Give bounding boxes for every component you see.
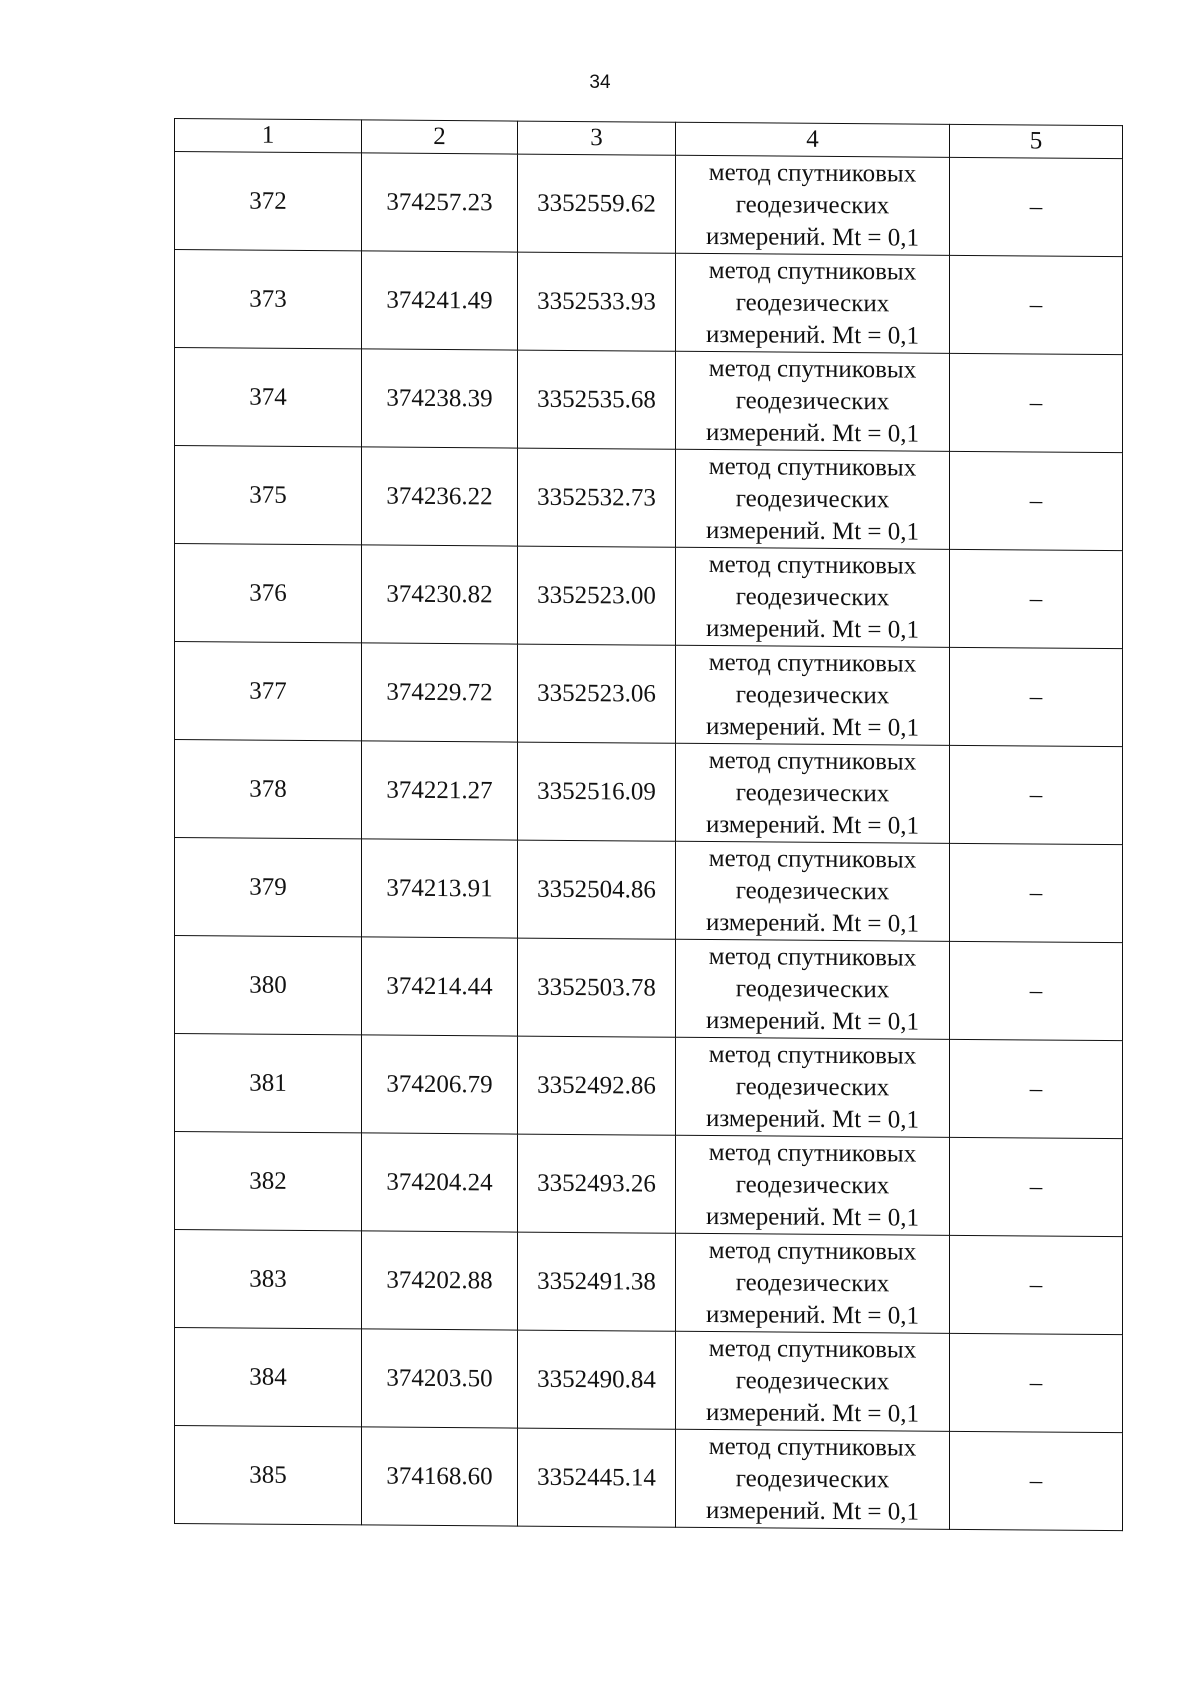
table-row — [175, 936, 1123, 1041]
table-row — [175, 250, 1123, 355]
method-line: геодезических — [735, 876, 890, 905]
method-text — [678, 1038, 947, 1136]
point-number-cell: 385 — [175, 1426, 362, 1525]
method-line: метод спутниковых — [708, 844, 917, 874]
method-line: геодезических — [735, 1170, 890, 1199]
column-header-5: 5 — [950, 124, 1123, 158]
x-coordinate-cell: 374206.79 — [362, 1035, 518, 1134]
note-cell: – — [950, 451, 1123, 550]
method-cell — [676, 841, 950, 941]
note-cell: – — [950, 549, 1123, 648]
point-number-cell: 377 — [175, 642, 362, 741]
method-line: метод спутниковых — [708, 550, 917, 580]
y-coordinate-cell: 3352523.00 — [518, 546, 676, 645]
x-coordinate-cell: 374236.22 — [362, 447, 518, 546]
method-text — [678, 940, 947, 1038]
y-coordinate-cell: 3352516.09 — [518, 742, 676, 841]
method-line: измерений. Mt = 0,1 — [705, 908, 920, 938]
coordinates-table-container — [174, 118, 1123, 1531]
table-row — [175, 1426, 1123, 1531]
method-cell — [676, 645, 950, 745]
method-text — [678, 1430, 947, 1528]
note-cell: – — [950, 1039, 1123, 1138]
method-cell — [676, 743, 950, 843]
method-line: метод спутниковых — [708, 746, 917, 776]
y-coordinate-cell: 3352493.26 — [518, 1134, 676, 1233]
method-line: измерений. Mt = 0,1 — [705, 418, 920, 448]
column-header-4: 4 — [676, 122, 950, 157]
method-line: измерений. Mt = 0,1 — [705, 614, 920, 644]
note-cell: – — [950, 745, 1123, 844]
method-line: измерений. Mt = 0,1 — [705, 1300, 920, 1330]
x-coordinate-cell: 374204.24 — [362, 1133, 518, 1232]
method-text — [678, 548, 947, 646]
method-line: метод спутниковых — [708, 354, 917, 384]
method-line: метод спутниковых — [708, 1138, 917, 1168]
method-text — [678, 450, 947, 548]
column-header-3: 3 — [518, 121, 676, 155]
method-cell — [676, 449, 950, 549]
method-line: геодезических — [735, 288, 890, 317]
x-coordinate-cell: 374230.82 — [362, 545, 518, 644]
y-coordinate-cell: 3352559.62 — [518, 154, 676, 253]
method-line: метод спутниковых — [708, 256, 917, 286]
method-line: измерений. Mt = 0,1 — [705, 712, 920, 742]
method-line: метод спутниковых — [708, 158, 917, 188]
y-coordinate-cell: 3352492.86 — [518, 1036, 676, 1135]
point-number-cell: 372 — [175, 152, 362, 251]
method-cell — [676, 547, 950, 647]
note-cell: – — [950, 1333, 1123, 1432]
method-text — [678, 646, 947, 744]
method-cell — [676, 1331, 950, 1431]
note-cell: – — [950, 1431, 1123, 1530]
method-line: геодезических — [735, 1072, 890, 1101]
method-cell — [676, 1135, 950, 1235]
x-coordinate-cell: 374203.50 — [362, 1329, 518, 1428]
y-coordinate-cell: 3352523.06 — [518, 644, 676, 743]
x-coordinate-cell: 374229.72 — [362, 643, 518, 742]
x-coordinate-cell: 374214.44 — [362, 937, 518, 1036]
method-line: геодезических — [735, 974, 890, 1003]
method-cell — [676, 155, 950, 255]
table-row — [175, 446, 1123, 551]
table-row — [175, 1132, 1123, 1237]
method-line: геодезических — [735, 386, 890, 415]
method-line: измерений. Mt = 0,1 — [705, 1496, 920, 1526]
y-coordinate-cell: 3352504.86 — [518, 840, 676, 939]
point-number-cell: 373 — [175, 250, 362, 349]
point-number-cell: 375 — [175, 446, 362, 545]
method-text — [678, 352, 947, 450]
method-line: метод спутниковых — [708, 1432, 917, 1462]
table-row — [175, 1230, 1123, 1335]
method-text — [678, 1234, 947, 1332]
x-coordinate-cell: 374168.60 — [362, 1427, 518, 1526]
method-line: измерений. Mt = 0,1 — [705, 320, 920, 350]
note-cell: – — [950, 255, 1123, 354]
method-text — [678, 842, 947, 940]
table-row — [175, 740, 1123, 845]
x-coordinate-cell: 374221.27 — [362, 741, 518, 840]
method-line: измерений. Mt = 0,1 — [705, 1006, 920, 1036]
point-number-cell: 381 — [175, 1034, 362, 1133]
x-coordinate-cell: 374202.88 — [362, 1231, 518, 1330]
method-line: геодезических — [735, 1268, 890, 1297]
x-coordinate-cell: 374213.91 — [362, 839, 518, 938]
method-line: метод спутниковых — [708, 1334, 917, 1364]
method-line: метод спутниковых — [708, 1040, 917, 1070]
note-cell: – — [950, 941, 1123, 1040]
method-line: измерений. Mt = 0,1 — [705, 1104, 920, 1134]
y-coordinate-cell: 3352533.93 — [518, 252, 676, 351]
table-row — [175, 544, 1123, 649]
method-cell — [676, 1233, 950, 1333]
method-line: метод спутниковых — [708, 1236, 917, 1266]
table-row — [175, 1034, 1123, 1139]
method-line: метод спутниковых — [708, 648, 917, 678]
method-line: геодезических — [735, 1464, 890, 1493]
x-coordinate-cell: 374257.23 — [362, 153, 518, 252]
note-cell: – — [950, 1137, 1123, 1236]
y-coordinate-cell: 3352491.38 — [518, 1232, 676, 1331]
note-cell: – — [950, 647, 1123, 746]
note-cell: – — [950, 1235, 1123, 1334]
method-cell — [676, 253, 950, 353]
method-line: метод спутниковых — [708, 452, 917, 482]
method-line: измерений. Mt = 0,1 — [705, 810, 920, 840]
method-line: геодезических — [735, 778, 890, 807]
method-cell — [676, 1037, 950, 1137]
method-text — [678, 254, 947, 352]
table-body — [175, 119, 1123, 1531]
point-number-cell: 378 — [175, 740, 362, 839]
column-header-2: 2 — [362, 120, 518, 154]
method-line: геодезических — [735, 680, 890, 709]
method-line: геодезических — [735, 190, 890, 219]
y-coordinate-cell: 3352490.84 — [518, 1330, 676, 1429]
method-line: геодезических — [735, 582, 890, 611]
point-number-cell: 376 — [175, 544, 362, 643]
method-line: измерений. Mt = 0,1 — [705, 1398, 920, 1428]
point-number-cell: 374 — [175, 348, 362, 447]
y-coordinate-cell: 3352532.73 — [518, 448, 676, 547]
table-row — [175, 642, 1123, 747]
point-number-cell: 384 — [175, 1328, 362, 1427]
table-row — [175, 1328, 1123, 1433]
coordinates-table — [174, 118, 1123, 1531]
method-cell — [676, 939, 950, 1039]
note-cell: – — [950, 843, 1123, 942]
method-cell — [676, 351, 950, 451]
point-number-cell: 382 — [175, 1132, 362, 1231]
method-text — [678, 156, 947, 254]
method-text — [678, 1332, 947, 1430]
note-cell: – — [950, 157, 1123, 256]
method-line: геодезических — [735, 1366, 890, 1395]
x-coordinate-cell: 374241.49 — [362, 251, 518, 350]
y-coordinate-cell: 3352503.78 — [518, 938, 676, 1037]
page-number: 34 — [589, 72, 611, 93]
column-header-1: 1 — [175, 119, 362, 153]
y-coordinate-cell: 3352535.68 — [518, 350, 676, 449]
point-number-cell: 383 — [175, 1230, 362, 1329]
method-line: измерений. Mt = 0,1 — [705, 516, 920, 546]
table-row — [175, 152, 1123, 257]
method-text — [678, 744, 947, 842]
x-coordinate-cell: 374238.39 — [362, 349, 518, 448]
y-coordinate-cell: 3352445.14 — [518, 1428, 676, 1527]
note-cell: – — [950, 353, 1123, 452]
table-row — [175, 348, 1123, 453]
point-number-cell: 380 — [175, 936, 362, 1035]
method-cell — [676, 1429, 950, 1529]
method-text — [678, 1136, 947, 1234]
table-row — [175, 838, 1123, 943]
point-number-cell: 379 — [175, 838, 362, 937]
method-line: геодезических — [735, 484, 890, 513]
method-line: метод спутниковых — [708, 942, 917, 972]
method-line: измерений. Mt = 0,1 — [705, 1202, 920, 1232]
method-line: измерений. Mt = 0,1 — [705, 222, 920, 252]
